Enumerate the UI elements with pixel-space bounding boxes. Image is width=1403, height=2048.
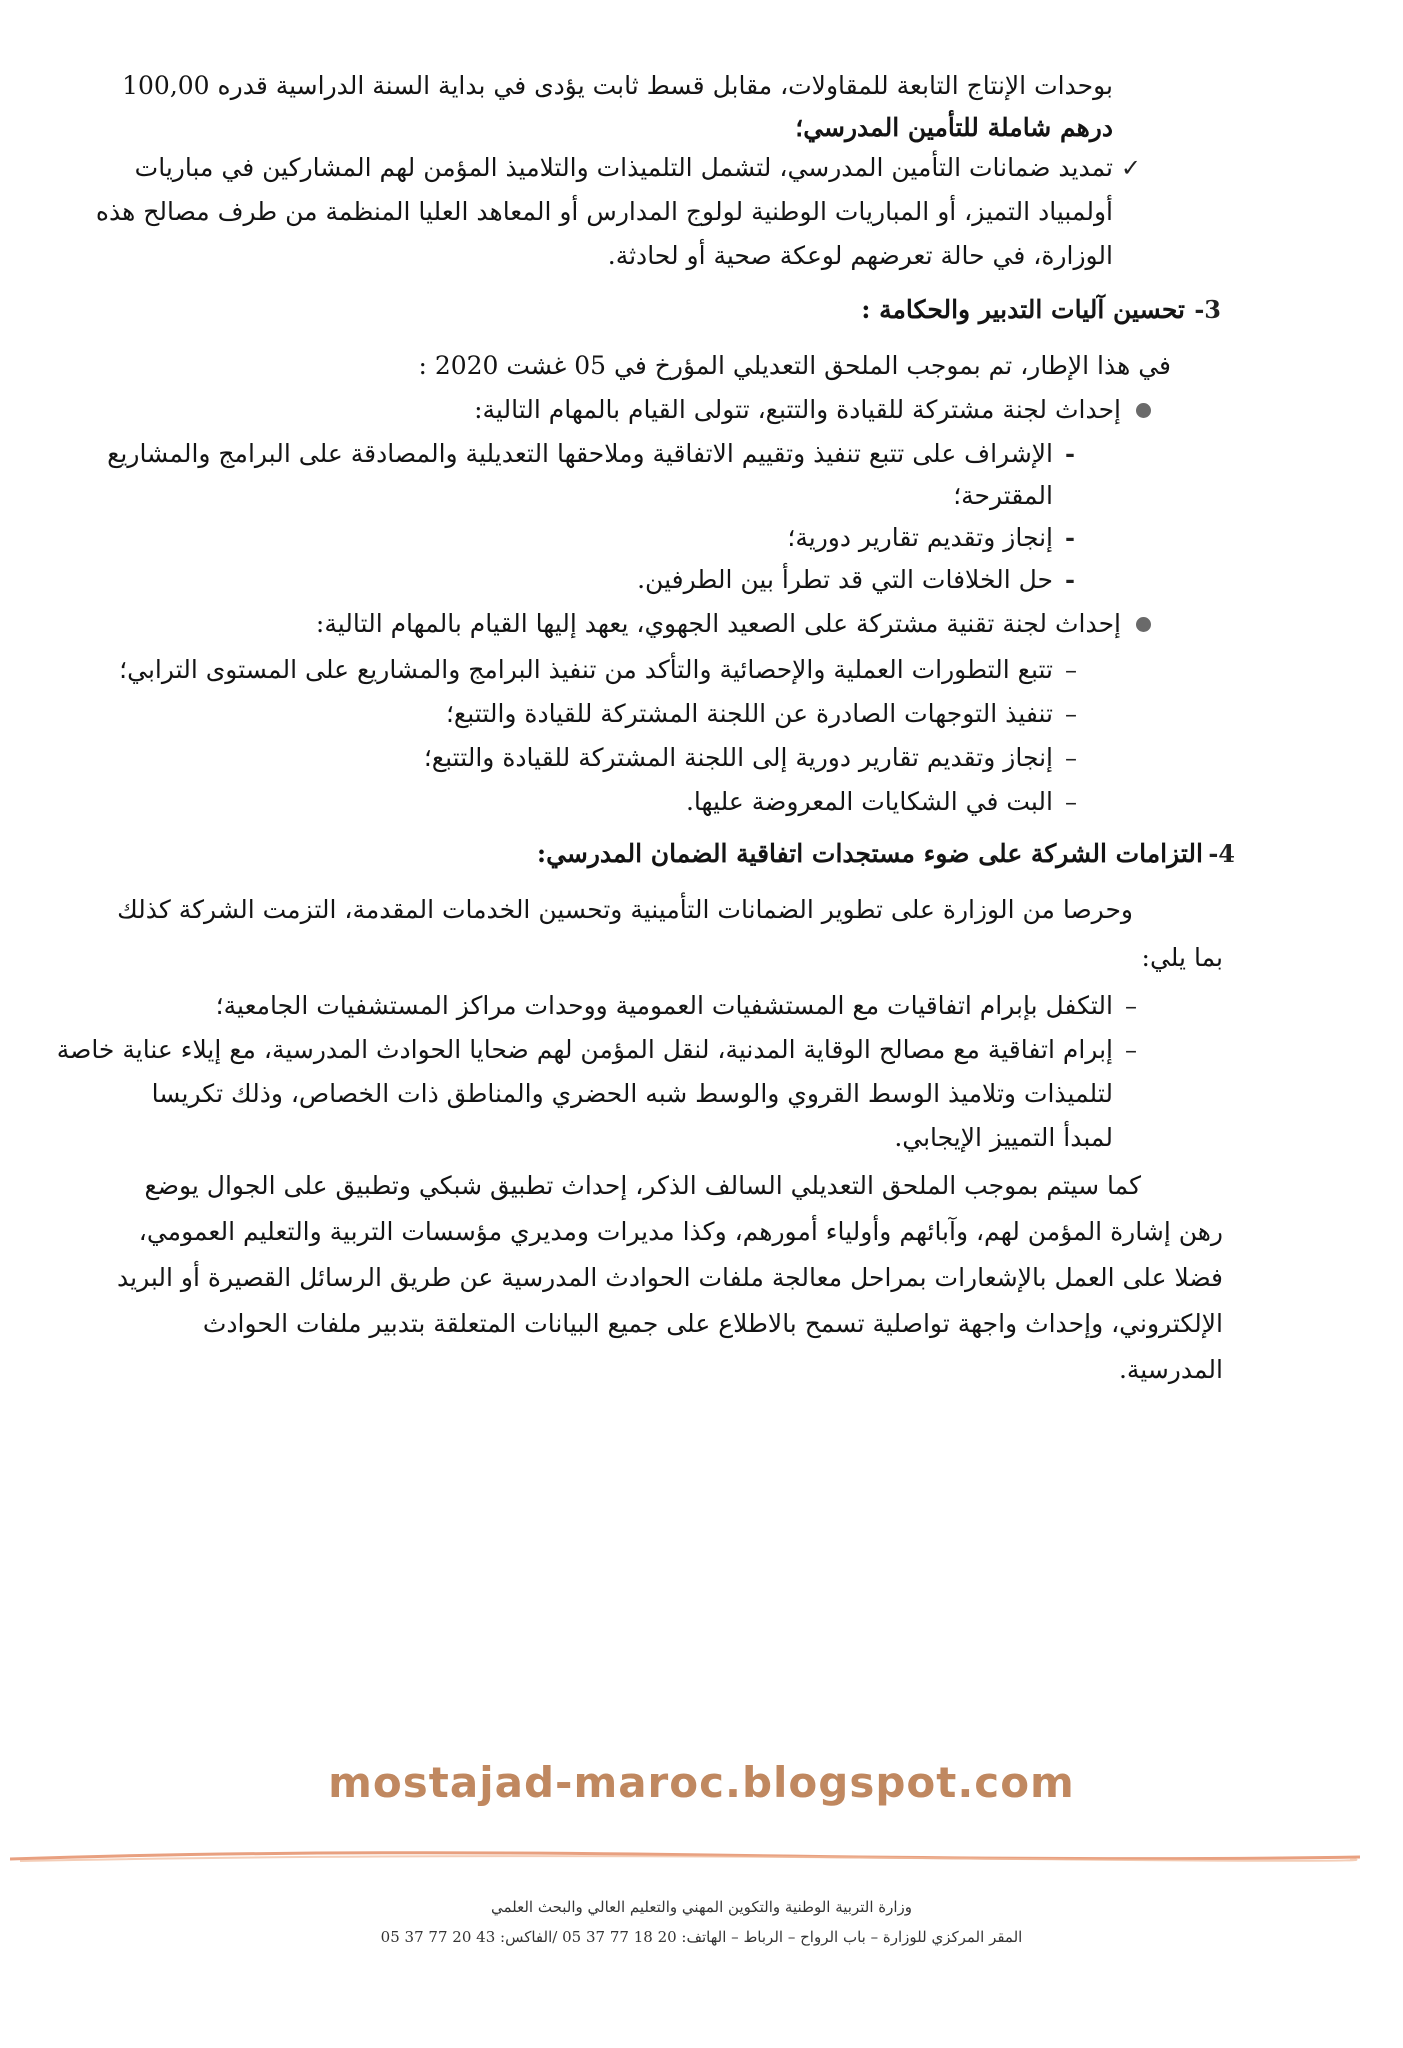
dash-marker: – [1125, 992, 1137, 1020]
list-item: البت في الشكايات المعروضة عليها. [685, 787, 1053, 816]
bullet-2-text: إحداث لجنة تقنية مشتركة على الصعيد الجهوي، يعهد إليها القيام بالمهام التالية: [315, 609, 1121, 638]
list-item: إنجاز وتقديم تقارير دورية؛ [787, 523, 1053, 552]
closing-paragraph: المدرسية. [1118, 1355, 1223, 1384]
check-item-line: الوزارة، في حالة تعرضهم لوعكة صحية أو لحادثة. [607, 241, 1113, 270]
list-item: إنجاز وتقديم تقارير دورية إلى اللجنة المشتركة للقيادة والتتبع؛ [423, 743, 1053, 772]
list-item: إبرام اتفاقية مع مصالح الوقاية المدنية، لنقل المؤمن لهم ضحايا الحوادث المدرسية، مع إيلاء عناية خاصة [56, 1035, 1113, 1064]
section-4-number: 4- [1208, 839, 1235, 868]
footer-ministry: وزارة التربية الوطنية والتكوين المهني والتعليم العالي والبحث العلمي [490, 1898, 913, 1916]
list-item: المقترحة؛ [953, 481, 1053, 510]
list-item: لمبدأ التمييز الإيجابي. [894, 1123, 1113, 1152]
closing-paragraph: كما سيتم بموجب الملحق التعديلي السالف الذكر، إحداث تطبيق شبكي وتطبيق على الجوال يوضع [144, 1171, 1141, 1200]
list-item: تتبع التطورات العملية والإحصائية والتأكد من تنفيذ البرامج والمشاريع على المستوى الترابي؛ [119, 655, 1053, 684]
list-item: الإشراف على تتبع تنفيذ وتقييم الاتفاقية وملاحقها التعديلية والمصادقة على البرامج والمشاريع [107, 439, 1053, 468]
section-3-title: تحسين آليات التدبير والحكامة : [861, 295, 1185, 324]
section-4-title: التزامات الشركة على ضوء مستجدات اتفاقية الضمان المدرسي: [536, 839, 1203, 868]
footer-divider [10, 1843, 1360, 1869]
check-item-line: أولمبياد التميز، أو المباريات الوطنية لولوج المدارس أو المعاهد العليا المنظمة من طرف مصالح هذه [95, 197, 1113, 226]
section-4-intro: بما يلي: [1141, 943, 1223, 972]
dash-marker: - [1065, 565, 1075, 594]
dash-marker: – [1125, 1036, 1137, 1064]
dash-marker: – [1065, 700, 1077, 728]
dash-marker: – [1065, 656, 1077, 684]
list-item: لتلميذات وتلاميذ الوسط القروي والوسط شبه الحضري والمناطق ذات الخصاص، وذلك تكريسا [151, 1079, 1113, 1108]
dash-marker: – [1065, 744, 1077, 772]
list-item: تنفيذ التوجهات الصادرة عن اللجنة المشتركة للقيادة والتتبع؛ [445, 699, 1053, 728]
watermark-text: mostajad-maroc.blogspot.com [328, 1758, 1075, 1807]
checkmark-icon: ✓ [1120, 154, 1141, 182]
check-item-line: تمديد ضمانات التأمين المدرسي، لتشمل التلميذات والتلاميذ المؤمن لهم المشاركين في مباريات [134, 153, 1113, 182]
closing-paragraph: فضلا على العمل بالإشعارات بمراحل معالجة ملفات الحوادث المدرسية عن طريق الرسائل القصيرة أو البريد [116, 1263, 1223, 1292]
dash-marker: - [1065, 523, 1075, 552]
list-item: التكفل بإبرام اتفاقيات مع المستشفيات العمومية ووحدات مراكز المستشفيات الجامعية؛ [215, 991, 1113, 1020]
closing-paragraph: الإلكتروني، وإحداث واجهة تواصلية تسمح بالاطلاع على جميع البيانات المتعلقة بتدبير ملفات الحوادث [202, 1309, 1223, 1338]
closing-paragraph: رهن إشارة المؤمن لهم، وآبائهم وأولياء أمورهم، وكذا مديرات ومديري مؤسسات التربية والتعليم العمومي، [138, 1217, 1223, 1246]
section-3-intro: في هذا الإطار، تم بموجب الملحق التعديلي المؤرخ في 05 غشت 2020 : [418, 351, 1171, 380]
paragraph-line: بوحدات الإنتاج التابعة للمقاولات، مقابل قسط ثابت يؤدى في بداية السنة الدراسية قدره 100,00 [122, 71, 1113, 100]
section-3-number: 3- [1194, 295, 1221, 324]
dash-marker: - [1065, 439, 1075, 468]
section-4-intro: وحرصا من الوزارة على تطوير الضمانات التأمينية وتحسين الخدمات المقدمة، التزمت الشركة كذلك [117, 895, 1133, 924]
paragraph-line: درهم شاملة للتأمين المدرسي؛ [795, 113, 1113, 142]
footer-address: المقر المركزي للوزارة – باب الرواح – الرباط – الهاتف: 20 18 77 37 05 /الفاكس: 43 20 77 37 05 [380, 1928, 1023, 1946]
dash-marker: – [1065, 788, 1077, 816]
bullet-1-text: إحداث لجنة مشتركة للقيادة والتتبع، تتولى القيام بالمهام التالية: [474, 395, 1121, 424]
list-item: حل الخلافات التي قد تطرأ بين الطرفين. [637, 565, 1053, 594]
